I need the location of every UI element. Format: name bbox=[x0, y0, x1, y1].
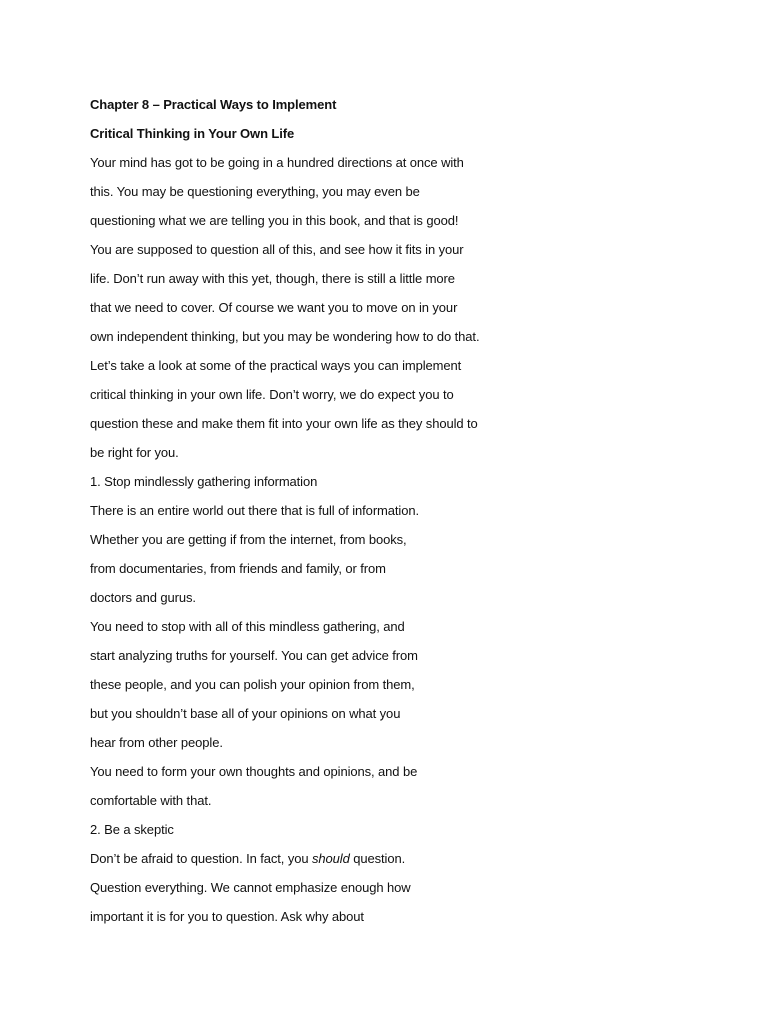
body-line: start analyzing truths for yourself. You can get advice from bbox=[90, 648, 418, 663]
skeptic-line-end: question. bbox=[349, 851, 406, 866]
body-line: questioning what we are telling you in this book, and that is good! bbox=[90, 213, 459, 228]
body-line: Let’s take a look at some of the practical ways you can implement bbox=[90, 358, 462, 373]
skeptic-line bbox=[90, 844, 710, 873]
section-heading-be-skeptic: 2. Be a skeptic bbox=[90, 822, 174, 837]
body-line: own independent thinking, but you may be wondering how to do that. bbox=[90, 329, 480, 344]
body-line: question these and make them fit into your own life as they should to bbox=[90, 416, 478, 431]
body-line: doctors and gurus. bbox=[90, 590, 196, 605]
body-line: comfortable with that. bbox=[90, 793, 212, 808]
body-line: but you shouldn’t base all of your opinions on what you bbox=[90, 706, 401, 721]
section-heading-stop-gathering: 1. Stop mindlessly gathering information bbox=[90, 474, 318, 489]
body-line: be right for you. bbox=[90, 445, 179, 460]
body-line: Your mind has got to be going in a hundred directions at once with bbox=[90, 155, 464, 170]
body-line: from documentaries, from friends and family, or from bbox=[90, 561, 386, 576]
body-line: critical thinking in your own life. Don’t worry, we do expect you to bbox=[90, 387, 454, 402]
body-line: these people, and you can polish your opinion from them, bbox=[90, 677, 415, 692]
body-line: There is an entire world out there that is full of information. bbox=[90, 503, 419, 518]
body-line: hear from other people. bbox=[90, 735, 223, 750]
body-line: You need to form your own thoughts and opinions, and be bbox=[90, 764, 418, 779]
skeptic-line-start: Don’t be afraid to question. In fact, you bbox=[90, 851, 312, 866]
emphasis-should: should bbox=[312, 851, 350, 866]
document-page bbox=[90, 90, 710, 931]
body-line: important it is for you to question. Ask why about bbox=[90, 909, 364, 924]
body-line: this. You may be questioning everything, you may even be bbox=[90, 184, 420, 199]
chapter-heading-line-2: Critical Thinking in Your Own Life bbox=[90, 126, 295, 141]
body-line: Question everything. We cannot emphasize enough how bbox=[90, 880, 411, 895]
body-line: Whether you are getting if from the internet, from books, bbox=[90, 532, 407, 547]
body-line: that we need to cover. Of course we want you to move on in your bbox=[90, 300, 458, 315]
body-line: You are supposed to question all of this, and see how it fits in your bbox=[90, 242, 464, 257]
body-line: You need to stop with all of this mindless gathering, and bbox=[90, 619, 405, 634]
chapter-heading-line-1: Chapter 8 – Practical Ways to Implement bbox=[90, 97, 337, 112]
body-line: life. Don’t run away with this yet, though, there is still a little more bbox=[90, 271, 455, 286]
